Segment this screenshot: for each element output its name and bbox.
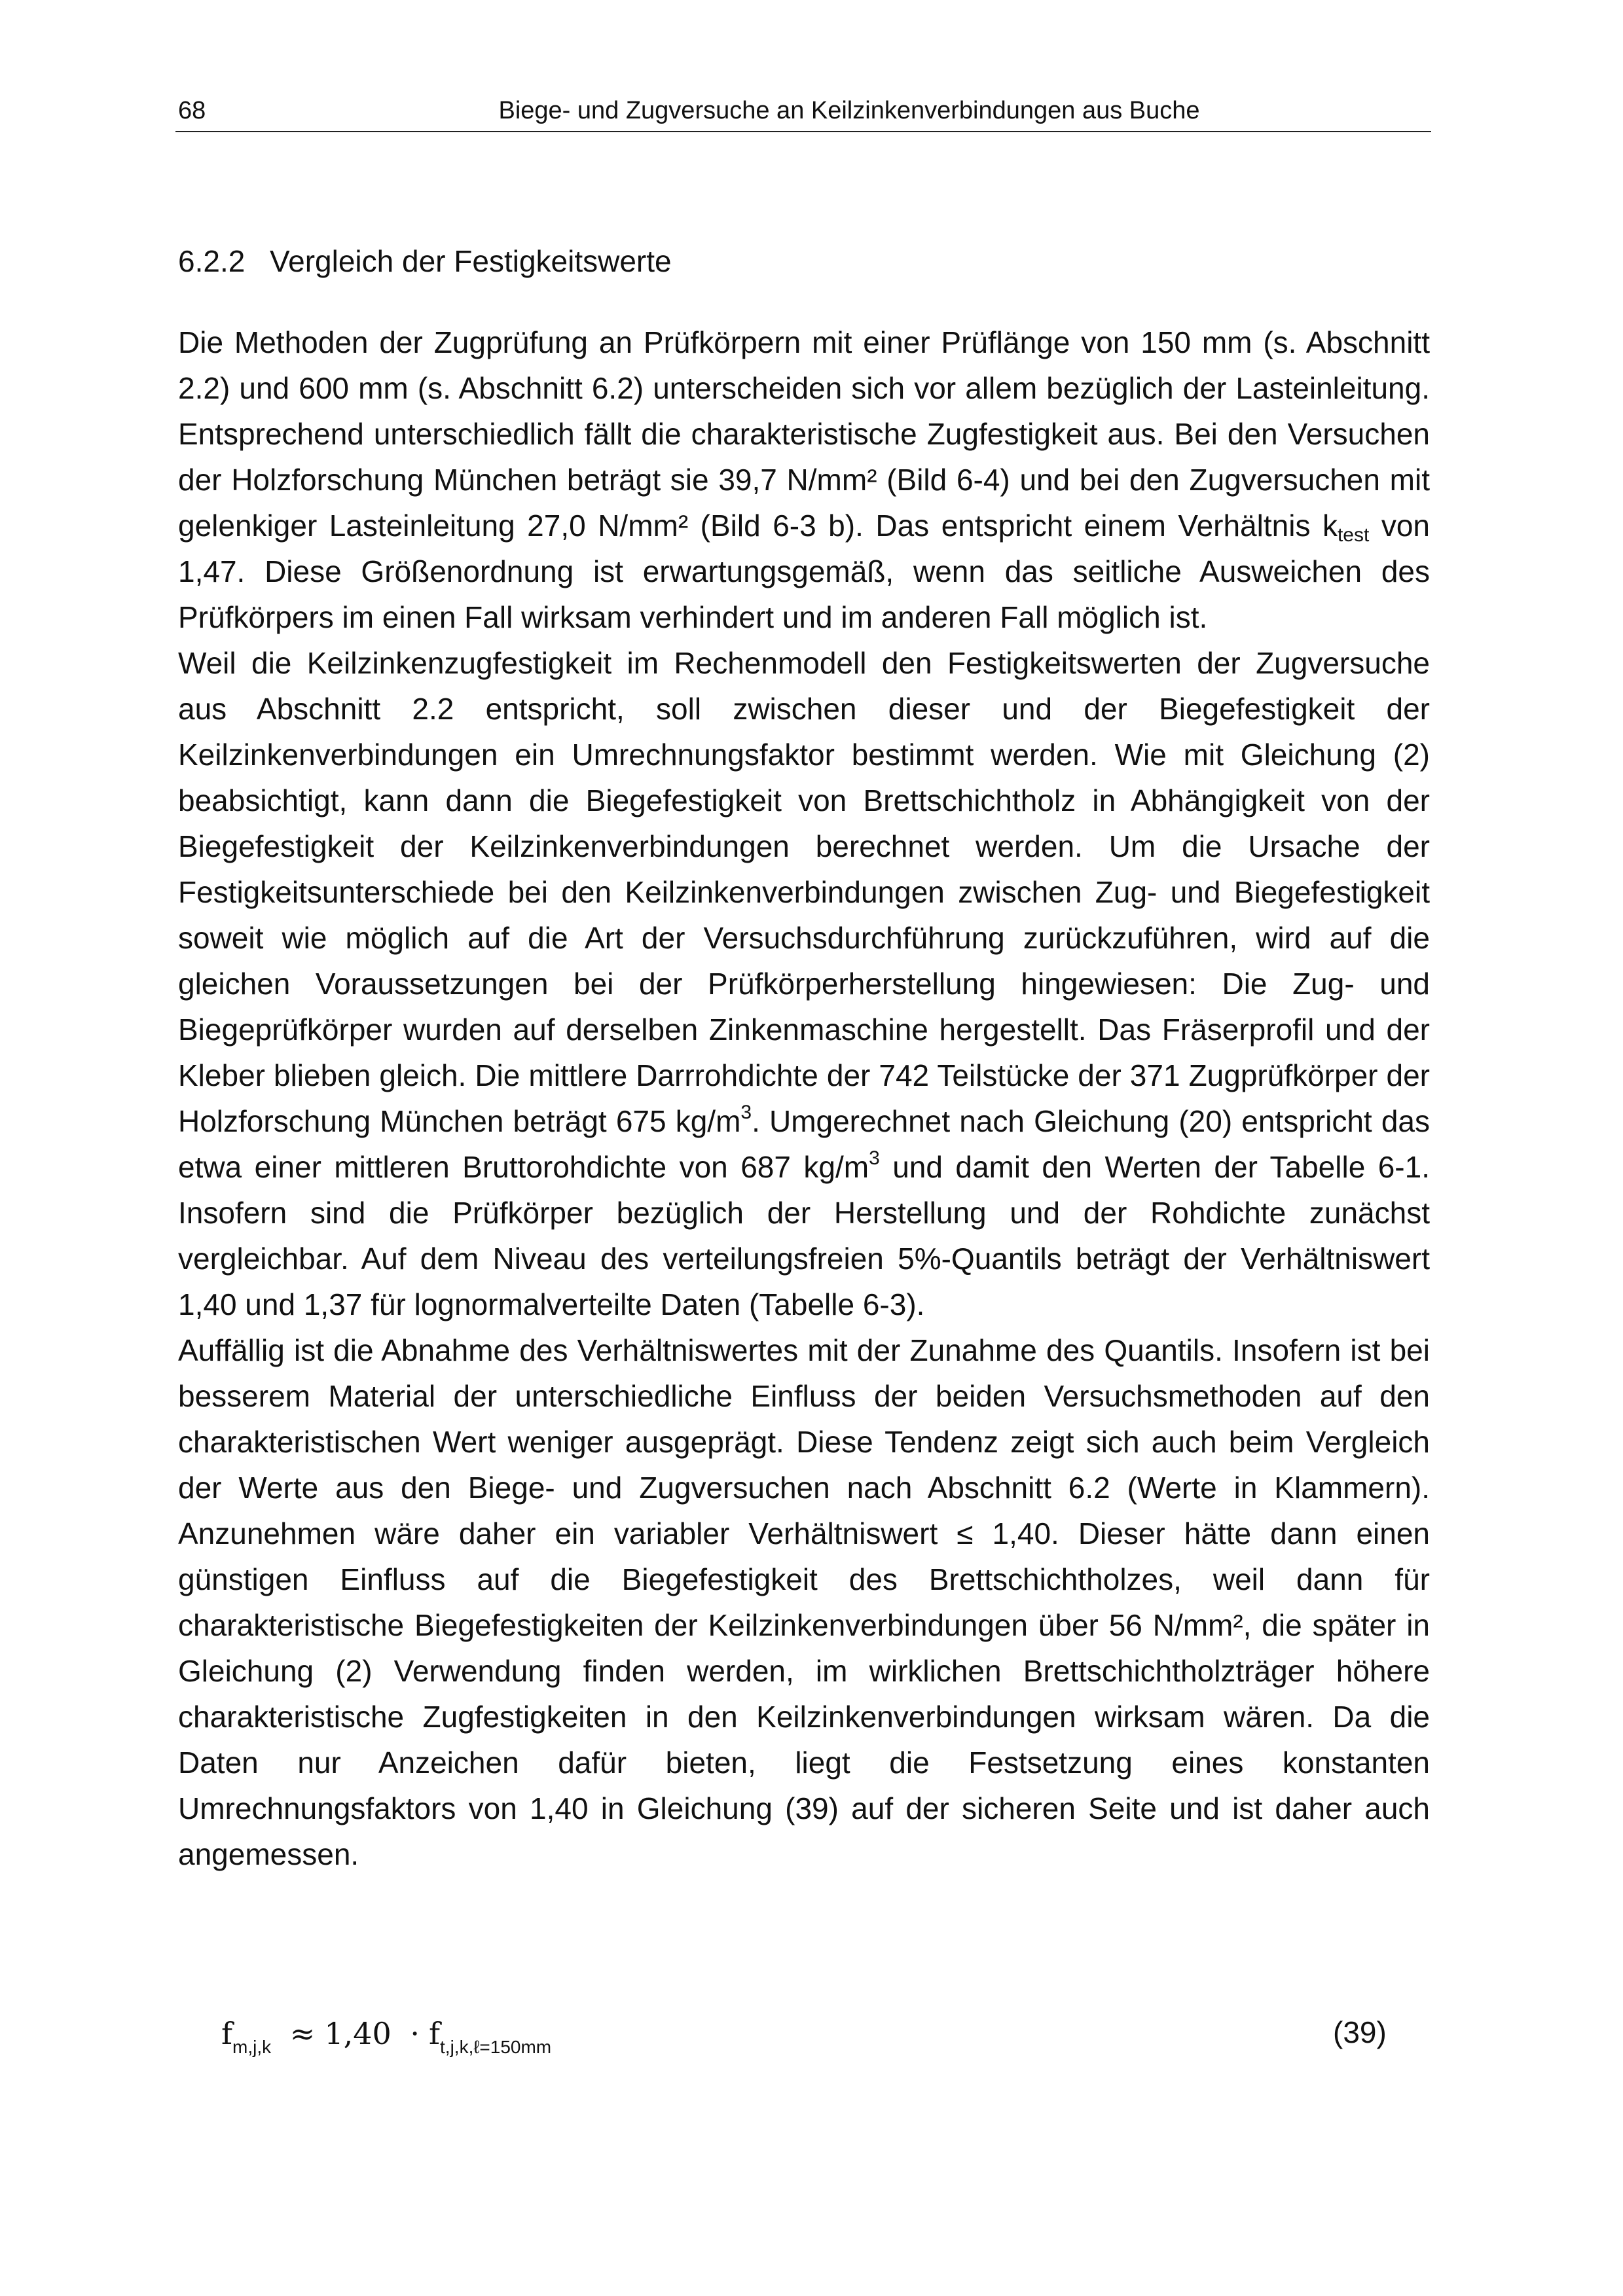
equation-39 — [221, 2016, 551, 2058]
paragraph-3: Auffällig ist die Abnahme des Verhältniswertes mit der Zunahme des Quantils. Insofern ist bei besserem Material der unterschiedliche Einfluss der beiden Versuchsmethoden auf den charakteristischen Wert weniger ausgeprägt. Diese Tendenz zeigt sich auch beim Vergleich der Werte aus den Biege- und Zugversuchen nach Abschnitt 6.2 (Werte in Klammern). Anzunehmen wäre daher ein variabler Verhältniswert ≤ 1,40. Dieser hätte dann einen günstigen Einfluss auf die Biegefestigkeit des Brettschichtholzes, weil dann für charakteristische Biegefestigkeiten der Keilzinkenverbindungen über 56 N/mm², die später in Gleichung (2) Verwendung finden werden, im wirklichen Brettschichtholzträger höhere charakteristische Zugfestigkeiten in den Keilzinkenverbindungen wirksam wären. Da die Daten nur Anzeichen dafür bieten, liegt die Festsetzung eines konstanten Umrechnungsfaktors von 1,40 in Gleichung (39) auf der sicheren Seite und ist daher auch angemessen. — [178, 1333, 1430, 1871]
page-header — [175, 92, 1431, 132]
cubic-superscript-2: 3 — [869, 1147, 880, 1169]
paragraph-1-text-a: Die Methoden der Zugprüfung an Prüfkörpern mit einer Prüflänge von 150 mm (s. Abschnitt 2.2) und 600 mm (s. Abschnitt 6.2) unterscheiden sich vor allem bezüglich der Lasteinleitung. Entsprechend unterschiedlich fällt die charakteristische Zugfestigkeit aus. Bei den Versuchen der Holzforschung München beträgt sie 39,7 N/mm² (Bild 6-4) und bei den Zugversuchen mit gelenkiger Lasteinleitung 27,0 N/mm² (Bild 6-3 b). Das entspricht einem Verhältnis k — [178, 325, 1430, 543]
equation-relation: ≈ — [289, 2016, 316, 2051]
paragraph-1-text-b: von 1,47. Diese Größenordnung ist erwartungsgemäß, wenn das seitliche Ausweichen des Prüfkörpers im einen Fall wirksam verhindert und im anderen Fall möglich ist. — [178, 509, 1430, 634]
section-title: Vergleich der Festigkeitswerte — [270, 244, 672, 278]
equation-rhs-subscript: t,j,k,ℓ=150mm — [440, 2037, 552, 2057]
equation-dot: · — [410, 2016, 420, 2051]
body-text — [178, 319, 1430, 1877]
running-title: Biege- und Zugversuche an Keilzinkenverbindungen aus Buche — [498, 97, 1200, 124]
paragraph-1 — [178, 319, 1430, 640]
cubic-superscript-1: 3 — [740, 1102, 752, 1123]
page-number: 68 — [178, 97, 206, 124]
paragraph-2-text-c: und damit den Werten der Tabelle 6-1. Insofern sind die Prüfkörper bezüglich der Herstellung und der Rohdichte zunächst vergleichbar. Auf dem Niveau des verteilungsfreien 5%-Quantils beträgt der Verhältniswert 1,40 und 1,37 für lognormalverteilte Daten (Tabelle 6-3). — [178, 1150, 1430, 1321]
k-test-subscript: test — [1337, 524, 1370, 546]
equation-lhs: f — [221, 2016, 233, 2051]
equation-number: (39) — [1333, 2015, 1387, 2049]
section-number: 6.2.2 — [178, 244, 246, 278]
equation-factor: 1,40 — [324, 2016, 392, 2051]
paragraph-2-text-b: . Umgerechnet nach Gleichung (20) entspricht das etwa einer mittleren Bruttorohdichte von 687 kg/m — [178, 1104, 1430, 1184]
equation-rhs: f — [428, 2016, 441, 2051]
paragraph-2-text-a: Weil die Keilzinkenzugfestigkeit im Rechenmodell den Festigkeitswerten der Zugversuche aus Abschnitt 2.2 entspricht, soll zwischen dieser und der Biegefestigkeit der Keilzinkenverbindungen ein Umrechnungsfaktor bestimmt werden. Wie mit Gleichung (2) beabsichtigt, kann dann die Biegefestigkeit von Brettschichtholz in Abhängigkeit von der Biegefestigkeit der Keilzinkenverbindungen berechnet werden. Um die Ursache der Festigkeitsunterschiede bei den Keilzinkenverbindungen zwischen Zug- und Biegefestigkeit soweit wie möglich auf die Art der Versuchsdurchführung zurückzuführen, wird auf die gleichen Voraussetzungen bei der Prüfkörperherstellung hingewiesen: Die Zug- und Biegeprüfkörper wurden auf derselben Zinkenmaschine hergestellt. Das Fräserprofil und der Kleber blieben gleich. Die mittlere Darrrohdichte der 742 Teilstücke der 371 Zugprüfkörper der Holzforschung München beträgt 675 kg/m — [178, 646, 1430, 1138]
section-heading — [178, 243, 672, 279]
equation-lhs-subscript: m,j,k — [232, 2037, 272, 2057]
paragraph-2 — [178, 640, 1430, 1327]
